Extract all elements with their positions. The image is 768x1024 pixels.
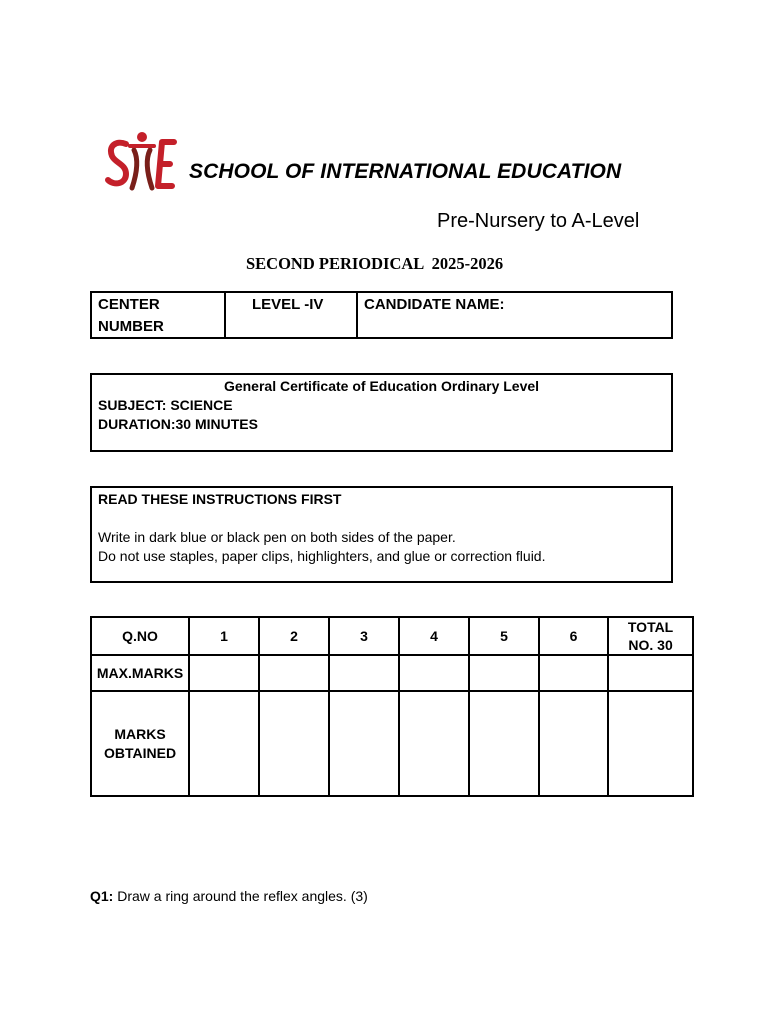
- candidate-name-field[interactable]: [358, 293, 671, 337]
- max-marks-cell[interactable]: [189, 655, 259, 691]
- subject-label: SUBJECT: SCIENCE: [98, 397, 233, 413]
- max-marks-total-cell[interactable]: [608, 655, 693, 691]
- total-header: TOTAL NO. 30: [608, 617, 693, 655]
- marks-table: [90, 616, 694, 797]
- instruction-line: Write in dark blue or black pen on both sides of the paper.: [98, 529, 456, 545]
- question-number-header: 3: [329, 617, 399, 655]
- school-name: SCHOOL OF INTERNATIONAL EDUCATION: [189, 160, 622, 183]
- level-label: LEVEL -IV: [252, 296, 324, 313]
- max-marks-cell[interactable]: [469, 655, 539, 691]
- exam-title: SECOND PERIODICAL 2025-2026: [246, 254, 504, 273]
- qno-header: Q.NO: [91, 617, 189, 655]
- max-marks-label: MAX.MARKS: [91, 655, 189, 691]
- instructions-box: [90, 486, 673, 583]
- marks-obtained-cell[interactable]: [539, 691, 608, 796]
- marks-obtained-cell[interactable]: [469, 691, 539, 796]
- question-text: Draw a ring around the reflex angles. (3): [117, 888, 368, 904]
- max-marks-cell[interactable]: [329, 655, 399, 691]
- max-marks-cell[interactable]: [399, 655, 469, 691]
- candidate-info-box: [90, 291, 673, 339]
- marks-obtained-total-cell[interactable]: [608, 691, 693, 796]
- question-number-header: 2: [259, 617, 329, 655]
- table-row: [91, 617, 693, 655]
- center-number-label: CENTER NUMBER: [98, 296, 164, 335]
- exam-info-box: [90, 373, 673, 452]
- question-number: Q1:: [90, 888, 114, 904]
- max-marks-cell[interactable]: [539, 655, 608, 691]
- question-number-header: 6: [539, 617, 608, 655]
- instructions-title: READ THESE INSTRUCTIONS FIRST: [98, 491, 342, 507]
- school-tagline: Pre-Nursery to A-Level: [437, 210, 640, 232]
- table-row: [91, 691, 693, 796]
- table-row: [91, 655, 693, 691]
- center-number-field[interactable]: [92, 293, 226, 337]
- candidate-name-label: CANDIDATE NAME:: [364, 296, 505, 313]
- duration-label: DURATION:30 MINUTES: [98, 416, 258, 432]
- school-logo: [104, 130, 180, 196]
- marks-obtained-cell[interactable]: [329, 691, 399, 796]
- max-marks-cell[interactable]: [259, 655, 329, 691]
- question-number-header: 1: [189, 617, 259, 655]
- question-1: [90, 888, 368, 904]
- level-field: [226, 293, 358, 337]
- marks-obtained-cell[interactable]: [399, 691, 469, 796]
- marks-obtained-cell[interactable]: [259, 691, 329, 796]
- question-number-header: 4: [399, 617, 469, 655]
- question-number-header: 5: [469, 617, 539, 655]
- certificate-title: General Certificate of Education Ordinary Level: [223, 378, 540, 394]
- instruction-line: Do not use staples, paper clips, highlighters, and glue or correction fluid.: [98, 548, 546, 564]
- marks-obtained-cell[interactable]: [189, 691, 259, 796]
- marks-obtained-label: MARKS OBTAINED: [91, 691, 189, 796]
